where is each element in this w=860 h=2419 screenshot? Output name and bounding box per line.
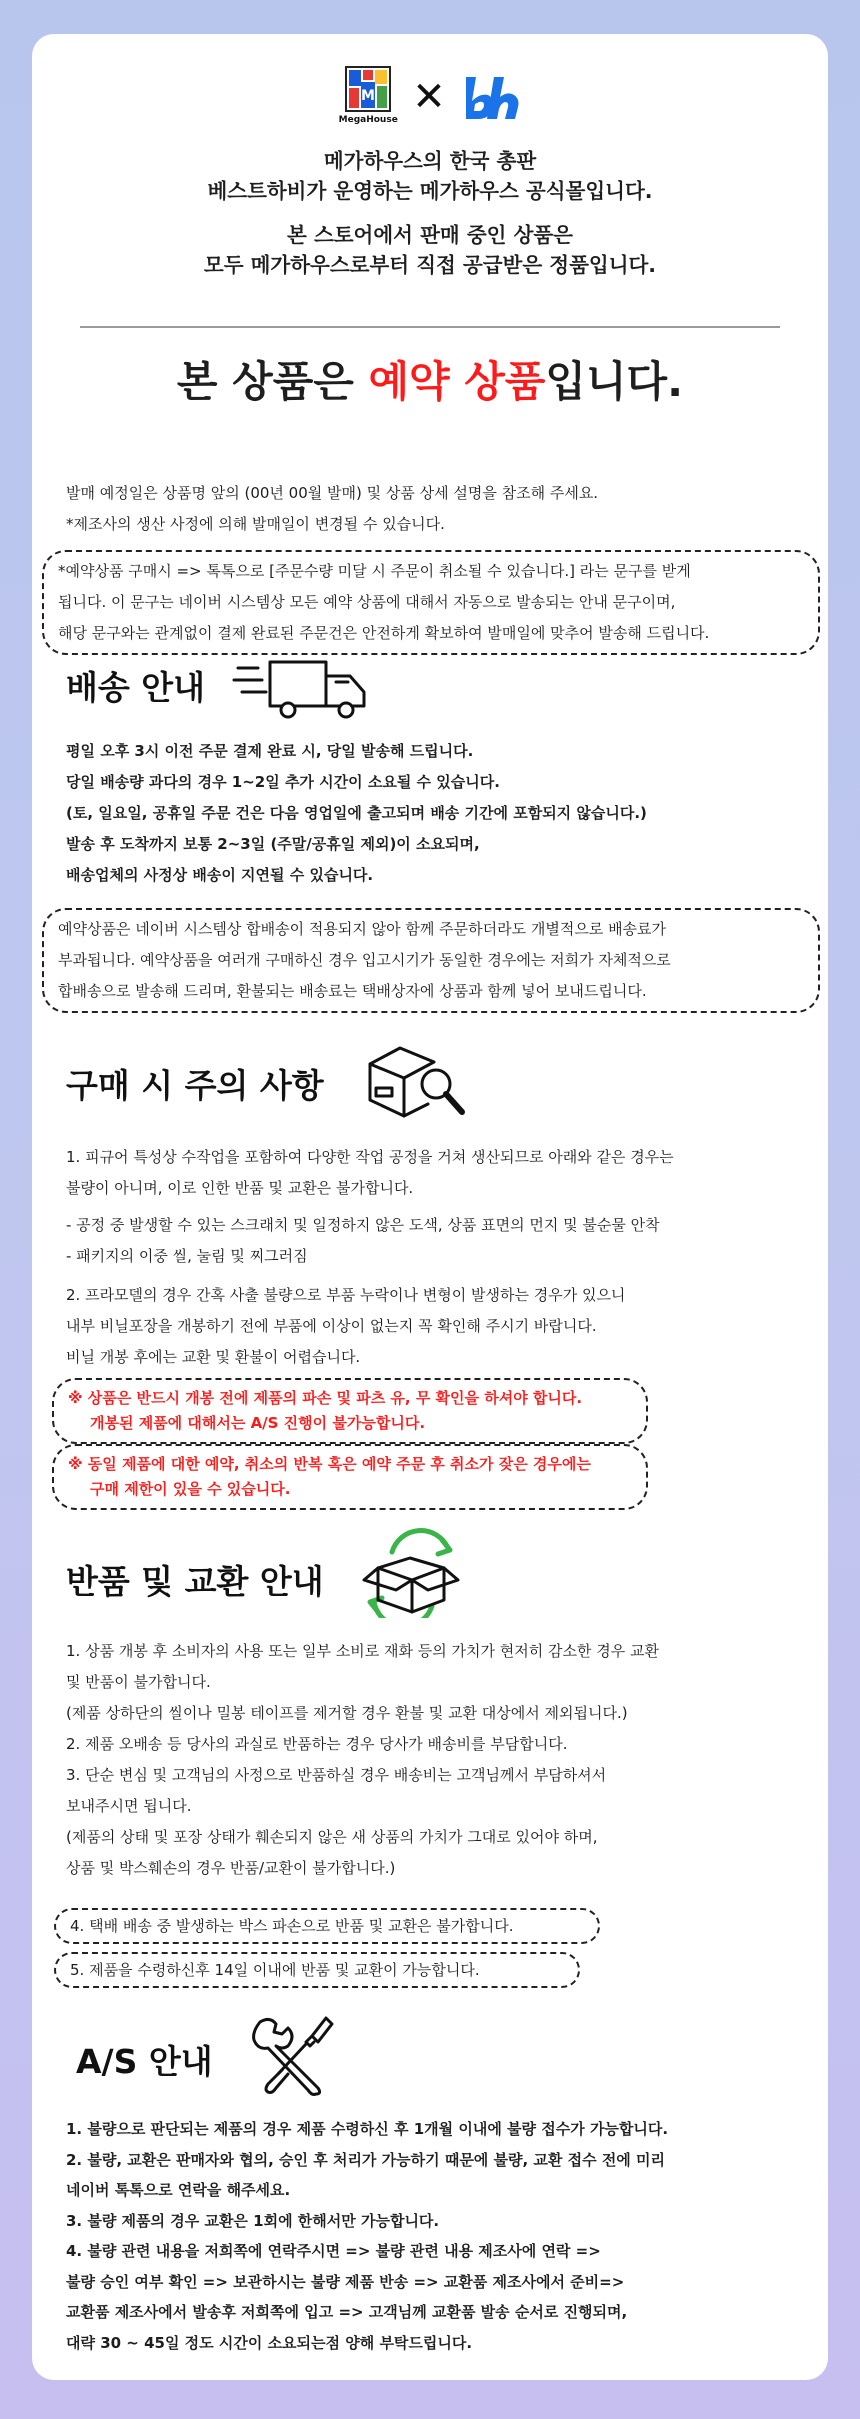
text-line: 내부 비닐포장을 개봉하기 전에 부품에 이상이 없는지 꼭 확인해 주시기 바랍니다. <box>66 1317 597 1335</box>
shipping-info <box>66 736 806 891</box>
text-line: 대략 30 ~ 45일 정도 시간이 소요되는점 양해 부탁드립니다. <box>66 2333 473 2352</box>
text-line: 5. 제품을 수령하신후 14일 이내에 반품 및 교환이 가능합니다. <box>70 1961 480 1979</box>
wrench-screwdriver-icon <box>248 2012 338 2098</box>
warning-box-inspect <box>52 1378 648 1444</box>
text-line: 1. 불량으로 판단되는 제품의 경우 제품 수령하신 후 1개월 이내에 불량 접수가 가능합니다. <box>66 2120 669 2138</box>
box-magnifier-icon <box>362 1034 472 1124</box>
banner-post: 입니다. <box>545 357 684 406</box>
preorder-banner <box>32 352 828 412</box>
returns-box-damage <box>54 1908 600 1944</box>
shipping-title: 배송 안내 <box>66 668 206 707</box>
collab-x: ✕ <box>412 74 446 120</box>
text-line: 해당 문구와는 관계없이 결제 완료된 주문건은 안전하게 확보하여 발매일에 맞추어 발송해 드립니다. <box>58 624 710 642</box>
text-line: 불량 승인 여부 확인 => 보관하시는 불량 제품 반송 => 교환품 제조사에서 준비=> <box>66 2272 625 2291</box>
text-line: 3. 불량 제품의 경우 교환은 1회에 한해서만 가능합니다. <box>66 2211 440 2230</box>
text-line: 됩니다. 이 문구는 네이버 시스템상 모든 예약 상품에 대해서 자동으로 발송되는 안내 문구이며, <box>58 593 676 611</box>
returns-title: 반품 및 교환 안내 <box>66 1562 324 1601</box>
text-line: 발매 예정일은 상품명 앞의 (00년 00월 발매) 및 상품 상세 설명을 참조해 주세요. <box>66 484 599 502</box>
returns-info <box>66 1636 806 1884</box>
svg-text:M: M <box>361 88 376 104</box>
text-line: 2. 프라모델의 경우 간혹 사출 불량으로 부품 누락이나 변형이 발생하는 경우가 있으니 <box>66 1286 626 1304</box>
caution-info-2 <box>66 1210 806 1272</box>
caution-info-1 <box>66 1142 806 1204</box>
text-line: *제조사의 생산 사정에 의해 발매일이 변경될 수 있습니다. <box>66 515 445 533</box>
banner-pre: 본 상품은 <box>176 357 369 406</box>
text-line: 비닐 개봉 후에는 교환 및 환불이 어렵습니다. <box>66 1348 361 1366</box>
text-line: 2. 제품 오배송 등 당사의 과실로 반품하는 경우 당사가 배송비를 부담합니다. <box>66 1735 568 1753</box>
text-line: 당일 배송량 과다의 경우 1~2일 추가 시간이 소요될 수 있습니다. <box>66 773 500 791</box>
text-line: 합배송으로 발송해 드리며, 환불되는 배송료는 택배상자에 상품과 함께 넣어 보내드립니다. <box>58 982 647 1000</box>
text-line: *예약상품 구매시 => 톡톡으로 [주문수량 미달 시 주문이 취소될 수 있습니다.] 라는 문구를 받게 <box>58 562 691 580</box>
text-line: 1. 상품 개봉 후 소비자의 사용 또는 일부 소비로 재화 등의 가치가 현저히 감소한 경우 교환 <box>66 1642 659 1660</box>
reservation-info <box>66 478 806 540</box>
text-line: 4. 택배 배송 중 발생하는 박스 파손으로 반품 및 교환은 불가합니다. <box>70 1917 514 1935</box>
text-line: 예약상품은 네이버 시스템상 합배송이 적용되지 않아 함께 주문하더라도 개별적으로 배송료가 <box>58 920 667 938</box>
notice-card <box>32 34 828 2380</box>
banner-highlight: 예약 상품 <box>368 357 546 406</box>
text-line: ※ 동일 제품에 대한 예약, 취소의 반복 혹은 예약 주문 후 취소가 잦은 경우에는 <box>68 1455 591 1473</box>
as-title: A/S 안내 <box>76 2042 213 2081</box>
text-line: 보내주시면 됩니다. <box>66 1797 192 1815</box>
reservation-notice-box <box>42 550 820 655</box>
text-line: 네이버 톡톡으로 연락을 해주세요. <box>66 2181 291 2199</box>
text-line: 개봉된 제품에 대해서는 A/S 진행이 불가능합니다. <box>90 1414 426 1432</box>
text-line: 4. 불량 관련 내용을 저희쪽에 연락주시면 => 불량 관련 내용 제조사에 연락 => <box>66 2242 601 2260</box>
text-line: 발송 후 도착까지 보통 2~3일 (주말/공휴일 제외)이 소요되며, <box>66 835 480 853</box>
intro-line: 베스트하비가 운영하는 메가하우스 공식몰입니다. <box>207 179 653 203</box>
text-line: (제품 상하단의 씰이나 밀봉 테이프를 제거할 경우 환불 및 교환 대상에서 제외됩니다.) <box>66 1704 628 1722</box>
divider <box>80 326 780 328</box>
text-line: - 공정 중 발생할 수 있는 스크래치 및 일정하지 않은 도색, 상품 표면의 먼지 및 불순물 안착 <box>66 1216 660 1234</box>
text-line: - 패키지의 이중 씰, 눌림 및 찌그러짐 <box>66 1247 308 1265</box>
brand-logos <box>32 64 828 130</box>
megahouse-logo <box>338 64 398 130</box>
intro-line: 모두 메가하우스로부터 직접 공급받은 정품입니다. <box>203 253 657 277</box>
text-line: 배송업체의 사정상 배송이 지연될 수 있습니다. <box>66 866 374 884</box>
besthobby-logo-icon <box>460 71 522 123</box>
text-line: 평일 오후 3시 이전 주문 결제 완료 시, 당일 발송해 드립니다. <box>66 742 474 760</box>
intro-text <box>32 146 828 280</box>
text-line: 상품 및 박스훼손의 경우 반품/교환이 불가합니다.) <box>66 1859 396 1877</box>
megahouse-cube-icon <box>343 64 393 114</box>
text-line: 불량이 아니며, 이로 인한 반품 및 교환은 불가합니다. <box>66 1179 414 1197</box>
as-info <box>66 2114 806 2358</box>
caution-info-3 <box>66 1280 806 1373</box>
text-line: 부과됩니다. 예약상품을 여러개 구매하신 경우 입고시기가 동일한 경우에는 저희가 자체적으로 <box>58 951 671 969</box>
text-line: 및 반품이 불가합니다. <box>66 1673 211 1691</box>
intro-line: 메가하우스의 한국 총판 <box>323 149 537 173</box>
text-line: ※ 상품은 반드시 개봉 전에 제품의 파손 및 파츠 유, 무 확인을 하셔야 합니다. <box>68 1389 583 1407</box>
returns-box-period <box>54 1952 580 1988</box>
text-line: 2. 불량, 교환은 판매자와 협의, 승인 후 처리가 가능하기 때문에 불량, 교환 접수 전에 미리 <box>66 2150 666 2169</box>
warning-box-purchase-limit <box>52 1444 648 1510</box>
text-line: 구매 제한이 있을 수 있습니다. <box>90 1480 291 1498</box>
caution-title: 구매 시 주의 사항 <box>66 1066 324 1105</box>
box-return-arrows-icon <box>352 1528 472 1618</box>
delivery-truck-icon <box>232 652 382 724</box>
megahouse-wordmark: MegaHouse <box>338 115 398 125</box>
text-line: (제품의 상태 및 포장 상태가 훼손되지 않은 새 상품의 가치가 그대로 있어야 하며, <box>66 1828 598 1846</box>
text-line: 1. 피규어 특성상 수작업을 포함하여 다양한 작업 공정을 거쳐 생산되므로 아래와 같은 경우는 <box>66 1148 674 1166</box>
text-line: 3. 단순 변심 및 고객님의 사정으로 반품하실 경우 배송비는 고객님께서 부담하셔서 <box>66 1766 607 1784</box>
text-line: 교환품 제조사에서 발송후 저희쪽에 입고 => 고객님께 교환품 발송 순서로 진행되며, <box>66 2303 628 2321</box>
combined-shipping-box <box>42 908 820 1013</box>
text-line: (토, 일요일, 공휴일 주문 건은 다음 영업일에 출고되며 배송 기간에 포함되지 않습니다.) <box>66 804 647 822</box>
intro-line: 본 스토어에서 판매 중인 상품은 <box>287 223 573 247</box>
